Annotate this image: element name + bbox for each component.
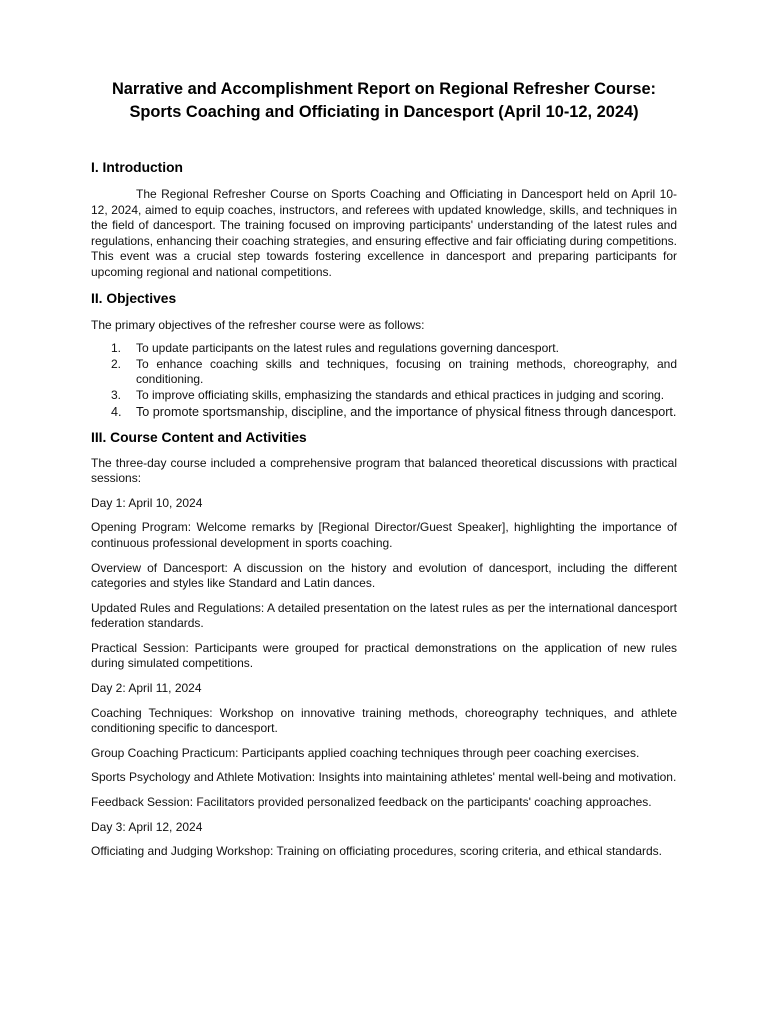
- list-item: 3. To improve officiating skills, emphasizing the standards and ethical practices in judging and scoring.: [111, 387, 665, 402]
- list-item: 2. To enhance coaching skills and techniques, focusing on training methods, choreography, and conditioning.: [111, 356, 677, 387]
- section-heading-objectives: II. Objectives: [91, 290, 177, 306]
- section-heading-course-content: III. Course Content and Activities: [91, 429, 307, 445]
- activity-paragraph: Feedback Session: Facilitators provided personalized feedback on the participants' coaching approaches.: [91, 795, 652, 810]
- objectives-list: [91, 341, 677, 420]
- activity-paragraph: Coaching Techniques: Workshop on innovative training methods, choreography techniques, and athlete conditioning specific to dancesport.: [91, 705, 677, 736]
- activity-paragraph: Sports Psychology and Athlete Motivation: Insights into maintaining athletes' mental well-being and motivation.: [91, 770, 677, 785]
- list-item: 1. To update participants on the latest rules and regulations governing dancesport.: [111, 341, 559, 356]
- activity-paragraph: Practical Session: Participants were grouped for practical demonstrations on the application of new rules during simulated competitions.: [91, 640, 677, 671]
- day-heading: Day 2: April 11, 2024: [91, 681, 202, 696]
- course-content-lead: The three-day course included a comprehensive program that balanced theoretical discussions with practical sessions:: [91, 455, 677, 486]
- objectives-lead: The primary objectives of the refresher course were as follows:: [91, 317, 425, 332]
- title-line-1: Narrative and Accomplishment Report on Regional Refresher Course:: [111, 80, 657, 98]
- day-heading: Day 3: April 12, 2024: [91, 819, 203, 834]
- title-line-2: Sports Coaching and Officiating in Dancesport (April 10-12, 2024): [129, 103, 639, 121]
- section-heading-introduction: I. Introduction: [91, 160, 183, 175]
- activity-paragraph: Overview of Dancesport: A discussion on the history and evolution of dancesport, including the different categories and styles like Standard and Latin dances.: [91, 560, 677, 591]
- document-title: [91, 78, 677, 124]
- activity-paragraph: Opening Program: Welcome remarks by [Regional Director/Guest Speaker], highlighting the importance of continuous professional development in sports coaching.: [91, 520, 677, 550]
- day-heading: Day 1: April 10, 2024: [91, 495, 203, 510]
- activity-paragraph: Group Coaching Practicum: Participants applied coaching techniques through peer coaching exercises.: [91, 745, 640, 760]
- introduction-paragraph: The Regional Refresher Course on Sports Coaching and Officiating in Dancesport held on April 10-12, 2024, aimed to equip coaches, instructors, and referees with updated knowledge, skills, and techniques in the field of dancesport. The training focused on improving participants' understanding of the latest rules and regulations, enhancing their coaching strategies, and ensuring effective and fair officiating during competitions. This event was a crucial step towards fostering excellence in dancesport and preparing participants for upcoming regional and national competitions.: [91, 187, 677, 279]
- activity-paragraph: Officiating and Judging Workshop: Training on officiating procedures, scoring criteria, and ethical standards.: [91, 844, 662, 859]
- list-item: 4. To promote sportsmanship, discipline, and the importance of physical fitness through dancesport.: [111, 404, 677, 419]
- activity-paragraph: Updated Rules and Regulations: A detailed presentation on the latest rules as per the international dancesport federation standards.: [91, 600, 677, 631]
